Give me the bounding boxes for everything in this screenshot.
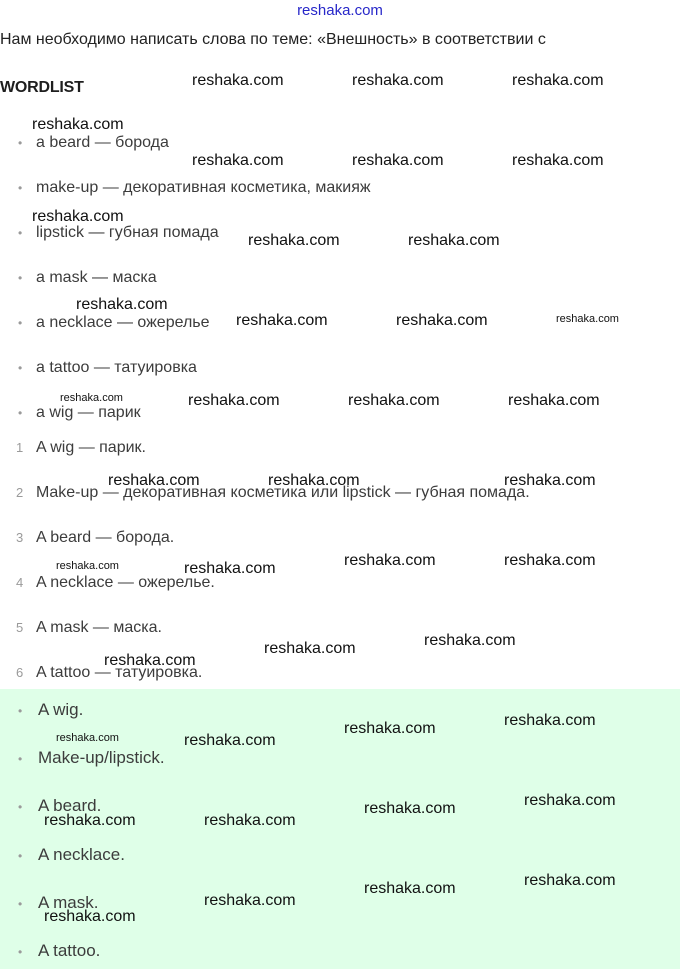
- watermark: reshaka.com: [504, 552, 596, 569]
- watermark: reshaka.com: [184, 732, 276, 749]
- item-text: A beard — борода.: [36, 529, 175, 546]
- bullet-icon: •: [18, 752, 23, 766]
- answer-item: [18, 748, 165, 768]
- bullet-icon: •: [18, 945, 23, 959]
- item-number: 1: [16, 440, 24, 455]
- watermark: reshaka.com: [56, 560, 119, 572]
- watermark: reshaka.com: [204, 812, 296, 829]
- answer-item: [18, 845, 125, 865]
- item-text: A wig — парик.: [36, 439, 146, 456]
- item-number: 4: [16, 575, 24, 590]
- bullet-icon: •: [18, 361, 23, 375]
- item-text: A mask — маска.: [36, 619, 162, 636]
- wordlist-text: a necklace — ожерелье: [36, 314, 210, 331]
- wordlist-item: [18, 269, 157, 287]
- item-number: 5: [16, 620, 24, 635]
- answer-item: [18, 700, 83, 720]
- answer-item: [18, 941, 100, 961]
- wordlist-item: [18, 404, 141, 422]
- item-number: 6: [16, 665, 24, 680]
- numbered-item: [16, 619, 162, 637]
- watermark: reshaka.com: [44, 908, 136, 925]
- wordlist-text: a tattoo — татуировка: [36, 359, 197, 376]
- watermark: reshaka.com: [192, 72, 284, 89]
- watermark: reshaka.com: [188, 392, 280, 409]
- watermark: reshaka.com: [344, 552, 436, 569]
- wordlist-text: make-up — декоративная косметика, макияж: [36, 179, 371, 196]
- bullet-icon: •: [18, 849, 23, 863]
- wordlist-item: [18, 134, 169, 152]
- watermark: reshaka.com: [364, 800, 456, 817]
- bullet-icon: •: [18, 136, 23, 150]
- watermark: reshaka.com: [264, 640, 356, 657]
- numbered-item: [16, 529, 174, 547]
- bullet-icon: •: [18, 406, 23, 420]
- answer-text: A mask.: [38, 893, 99, 912]
- bullet-icon: •: [18, 271, 23, 285]
- watermark: reshaka.com: [248, 232, 340, 249]
- watermark: reshaka.com: [204, 892, 296, 909]
- watermark: reshaka.com: [508, 392, 600, 409]
- bullet-icon: •: [18, 181, 23, 195]
- site-header[interactable]: reshaka.com: [297, 2, 383, 19]
- wordlist-text: lipstick — губная помада: [36, 224, 219, 241]
- answer-text: A necklace.: [38, 845, 125, 864]
- wordlist-item: [18, 224, 219, 242]
- answer-text: Make-up/lipstick.: [38, 748, 165, 767]
- watermark: reshaka.com: [396, 312, 488, 329]
- bullet-icon: •: [18, 704, 23, 718]
- bullet-icon: •: [18, 800, 23, 814]
- watermark: reshaka.com: [184, 560, 276, 577]
- watermark: reshaka.com: [60, 392, 123, 404]
- watermark: reshaka.com: [512, 72, 604, 89]
- answer-text: A tattoo.: [38, 941, 101, 960]
- watermark: reshaka.com: [32, 116, 124, 133]
- watermark: reshaka.com: [236, 312, 328, 329]
- watermark: reshaka.com: [424, 632, 516, 649]
- watermark: reshaka.com: [268, 472, 360, 489]
- watermark: reshaka.com: [364, 880, 456, 897]
- wordlist-text: a wig — парик: [36, 404, 141, 421]
- watermark: reshaka.com: [348, 392, 440, 409]
- wordlist-text: a mask — маска: [36, 269, 157, 286]
- watermark: reshaka.com: [32, 208, 124, 225]
- watermark: reshaka.com: [524, 872, 616, 889]
- item-number: 2: [16, 485, 24, 500]
- answer-text: A beard.: [38, 796, 102, 815]
- watermark: reshaka.com: [524, 792, 616, 809]
- bullet-icon: •: [18, 897, 23, 911]
- watermark: reshaka.com: [192, 152, 284, 169]
- watermark: reshaka.com: [56, 732, 119, 744]
- bullet-icon: •: [18, 316, 23, 330]
- wordlist-item: [18, 359, 197, 377]
- watermark: reshaka.com: [512, 152, 604, 169]
- watermark: reshaka.com: [344, 720, 436, 737]
- wordlist-title: WORDLIST: [0, 79, 84, 96]
- task-intro: Нам необходимо написать слова по теме: «Внешность» в соответствии с: [0, 31, 546, 48]
- bullet-icon: •: [18, 226, 23, 240]
- wordlist-item: [18, 179, 371, 197]
- item-text: A tattoo — татуировка.: [36, 664, 203, 681]
- wordlist-item: [18, 314, 210, 332]
- watermark: reshaka.com: [76, 296, 168, 313]
- numbered-item: [16, 439, 146, 457]
- watermark: reshaka.com: [104, 652, 196, 669]
- item-number: 3: [16, 530, 24, 545]
- watermark: reshaka.com: [352, 72, 444, 89]
- watermark: reshaka.com: [352, 152, 444, 169]
- wordlist-text: a beard — борода: [36, 134, 169, 151]
- item-text: Make-up — декоративная косметика или lipstick — губная помада.: [36, 484, 530, 501]
- watermark: reshaka.com: [44, 812, 136, 829]
- watermark: reshaka.com: [408, 232, 500, 249]
- watermark: reshaka.com: [108, 472, 200, 489]
- watermark: reshaka.com: [504, 712, 596, 729]
- watermark: reshaka.com: [504, 472, 596, 489]
- answer-text: A wig.: [38, 700, 84, 719]
- watermark: reshaka.com: [556, 313, 619, 325]
- item-text: A necklace — ожерелье.: [36, 574, 215, 591]
